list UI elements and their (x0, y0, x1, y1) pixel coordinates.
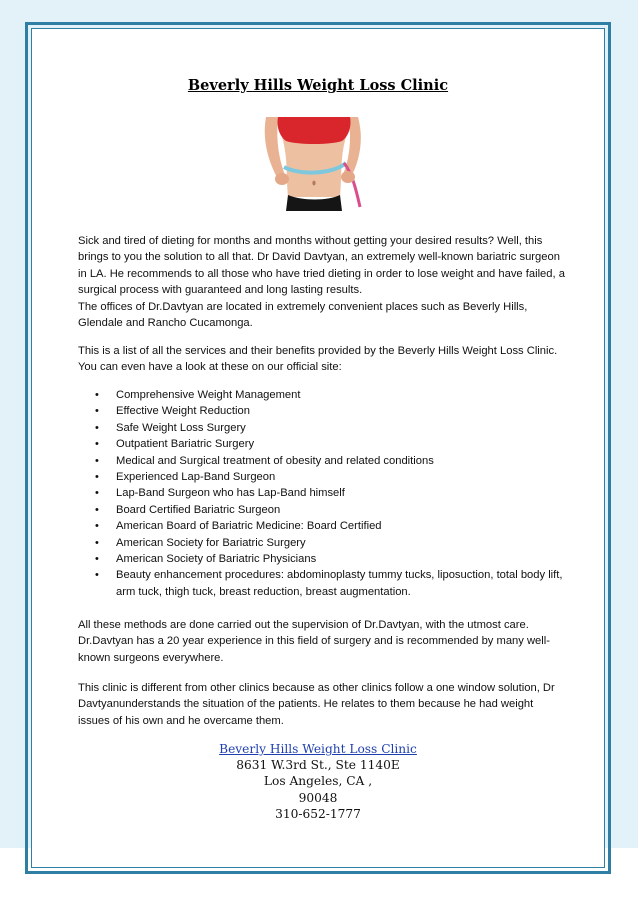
address-city: Los Angeles, CA , (263, 774, 373, 789)
supervision-paragraph: All these methods are done carried out the supervision of Dr.Davtyan, with the utmost care. Dr.Davtyan has a 20 year experience in this field of surgery and is recommended by many well-known surgeons everywhere. (78, 619, 550, 664)
list-item: • Medical and Surgical treatment of obesity and related conditions (78, 453, 568, 469)
document-title: Beverly Hills Weight Loss Clinic (187, 77, 449, 94)
services-intro-paragraph: This is a list of all the services and their benefits provided by the Beverly Hills Weight Loss Clinic. You can even have a look at these on our official site: (78, 345, 558, 374)
list-item: • Lap-Band Surgeon who has Lap-Band himself (78, 485, 568, 501)
list-item: • Safe Weight Loss Surgery (78, 420, 568, 436)
intro-paragraph (78, 233, 568, 331)
difference-paragraph: This clinic is different from other clinics because as other clinics follow a one window solution, Dr Davtyanunderstands the situation of the patients. He relates to them because he had weight issues of his own and he overcame them. (78, 682, 555, 727)
address-zip: 90048 (298, 790, 338, 805)
list-item: • American Society for Bariatric Surgery (78, 535, 568, 551)
offices-text: The offices of Dr.Davtyan are located in extremely convenient places such as Beverly Hills, Glendale and Rancho Cucamonga. (78, 300, 528, 330)
contact-block (32, 741, 604, 822)
list-item: • Board Certified Bariatric Surgeon (78, 502, 568, 518)
document-page (32, 29, 604, 867)
list-item: • Beauty enhancement procedures: abdominoplasty tummy tucks, liposuction, total body lift, arm tuck, thigh tuck, breast reduction, breast augmentation. (78, 567, 568, 600)
intro-text: Sick and tired of dieting for months and months without getting your desired results? Well, this brings to you the solution to all that. Dr David Davtyan, an extremely well-known bariatric surgeon in LA. He recommends to all those who have tried dieting in order to lose weight and have failed, a surgical process with guaranteed and long lasting results. (78, 235, 565, 297)
clinic-link[interactable]: Beverly Hills Weight Loss Clinic (219, 742, 417, 756)
list-item: • Effective Weight Reduction (78, 403, 568, 419)
list-item: • Experienced Lap-Band Surgeon (78, 469, 568, 485)
services-list (78, 387, 568, 600)
list-item: • Comprehensive Weight Management (78, 387, 568, 403)
waist-measuring-image (248, 117, 380, 211)
address-street: 8631 W.3rd St., Ste 1140E (236, 758, 400, 773)
list-item: • American Board of Bariatric Medicine: Board Certified (78, 518, 568, 534)
list-item: • Outpatient Bariatric Surgery (78, 436, 568, 452)
list-item: • American Society of Bariatric Physicians (78, 551, 568, 567)
phone-number: 310-652-1777 (275, 806, 361, 821)
